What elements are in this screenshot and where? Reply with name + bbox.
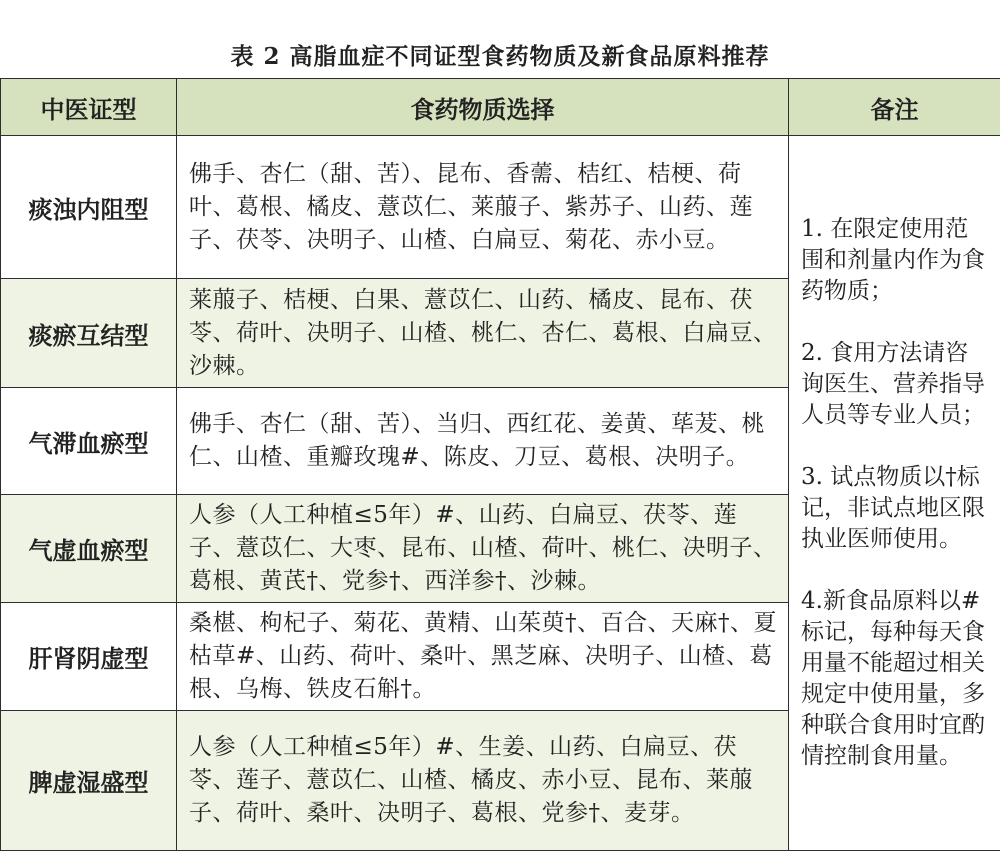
header-food-selection: 食药物质选择 xyxy=(177,79,789,136)
recommendation-table xyxy=(0,78,1000,851)
note-item: 2. 食用方法请咨询医生、营养指导人员等专业人员； xyxy=(801,340,985,428)
food-selection-cell: 佛手、杏仁（甜、苦）、当归、西红花、姜黄、荜茇、桃仁、山楂、重瓣玫瑰#、陈皮、刀豆、葛根、决明子。 xyxy=(177,388,789,495)
notes-cell xyxy=(789,136,1000,851)
syndrome-type-cell: 脾虚湿盛型 xyxy=(1,711,177,851)
syndrome-type-cell: 痰瘀互结型 xyxy=(1,279,177,388)
syndrome-type-cell: 痰浊内阻型 xyxy=(1,136,177,279)
header-row xyxy=(1,79,1000,136)
syndrome-type-cell: 肝肾阴虚型 xyxy=(1,603,177,711)
note-item: 3. 试点物质以†标记，非试点地区限执业医师使用。 xyxy=(801,464,985,552)
header-notes: 备注 xyxy=(789,79,1000,136)
header-syndrome-type: 中医证型 xyxy=(1,79,177,136)
syndrome-type-cell: 气虚血瘀型 xyxy=(1,495,177,603)
food-selection-cell: 桑椹、枸杞子、菊花、黄精、山茱萸†、百合、天麻†、夏枯草#、山药、荷叶、桑叶、黑芝麻、决明子、山楂、葛根、乌梅、铁皮石斛†。 xyxy=(177,603,789,711)
food-selection-cell: 莱菔子、桔梗、白果、薏苡仁、山药、橘皮、昆布、茯苓、荷叶、决明子、山楂、桃仁、杏仁、葛根、白扁豆、沙棘。 xyxy=(177,279,789,388)
note-item: 1. 在限定使用范围和剂量内作为食药物质； xyxy=(801,216,985,304)
food-selection-cell: 人参（人工种植≤5年）#、山药、白扁豆、茯苓、莲子、薏苡仁、大枣、昆布、山楂、荷叶、桃仁、决明子、葛根、黄芪†、党参†、西洋参†、沙棘。 xyxy=(177,495,789,603)
food-selection-cell: 人参（人工种植≤5年）#、生姜、山药、白扁豆、茯苓、莲子、薏苡仁、山楂、橘皮、赤小豆、昆布、莱菔子、荷叶、桑叶、决明子、葛根、党参†、麦芽。 xyxy=(177,711,789,851)
note-item: 4.新食品原料以#标记，每种每天食用量不能超过相关规定中使用量，多种联合食用时宜酌情控制食用量。 xyxy=(801,588,985,769)
table-title: 表 2 高脂血症不同证型食药物质及新食品原料推荐 xyxy=(230,43,770,70)
food-selection-cell: 佛手、杏仁（甜、苦）、昆布、香薷、桔红、桔梗、荷叶、葛根、橘皮、薏苡仁、莱菔子、紫苏子、山药、莲子、茯苓、决明子、山楂、白扁豆、菊花、赤小豆。 xyxy=(177,136,789,279)
syndrome-type-cell: 气滞血瘀型 xyxy=(1,388,177,495)
table-row xyxy=(1,136,1000,279)
